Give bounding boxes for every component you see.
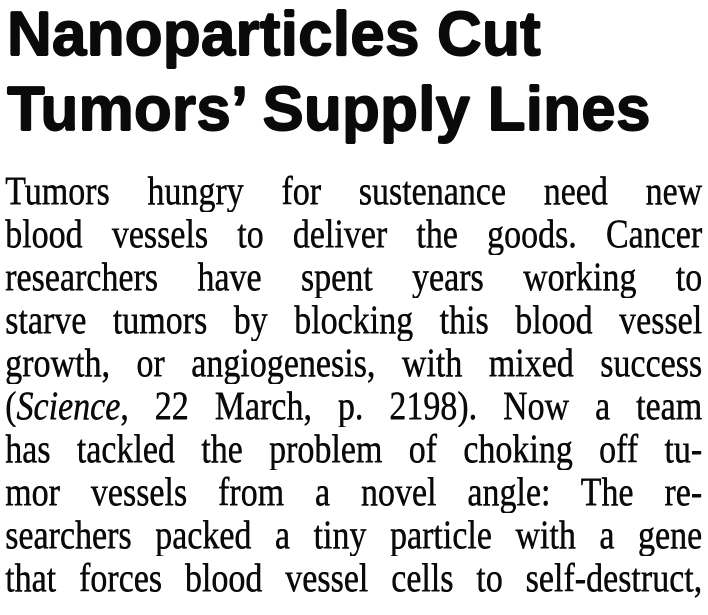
body-text-segment: (	[5, 384, 17, 427]
body-text-segment: has tackled the problem of choking off tu-	[5, 427, 703, 470]
body-line	[0, 427, 708, 470]
headline-line: Tumors’ Supply Lines	[7, 75, 651, 144]
body-line	[0, 255, 708, 298]
body-line	[0, 513, 708, 556]
body-line	[0, 384, 708, 427]
body-line	[0, 298, 708, 341]
body-line	[0, 169, 708, 212]
body-line	[0, 212, 708, 255]
headline-line: Nanoparticles Cut	[7, 0, 541, 69]
body-line	[0, 341, 708, 384]
body-text-segment: that forces blood vessel cells to self-destruct,	[5, 556, 703, 599]
body-text-segment: growth, or angiogenesis, with mixed success	[5, 341, 703, 384]
body-text-segment: mor vessels from a novel angle: The re-	[5, 470, 703, 513]
article-headline	[0, 0, 708, 147]
body-text-segment: , 22 March, p. 2198). Now a team	[120, 384, 703, 427]
article-body	[0, 169, 708, 599]
body-text-segment: Tumors hungry for sustenance need new	[5, 169, 703, 212]
body-text-segment: blood vessels to deliver the goods. Cancer	[5, 212, 703, 255]
body-line	[0, 470, 708, 513]
body-text-segment: starve tumors by blocking this blood vessel	[5, 298, 703, 341]
body-text-segment: searchers packed a tiny particle with a gene	[5, 513, 703, 556]
body-line	[0, 556, 708, 599]
journal-name-italic: Science	[16, 384, 121, 427]
body-text-segment: researchers have spent years working to	[5, 255, 703, 298]
